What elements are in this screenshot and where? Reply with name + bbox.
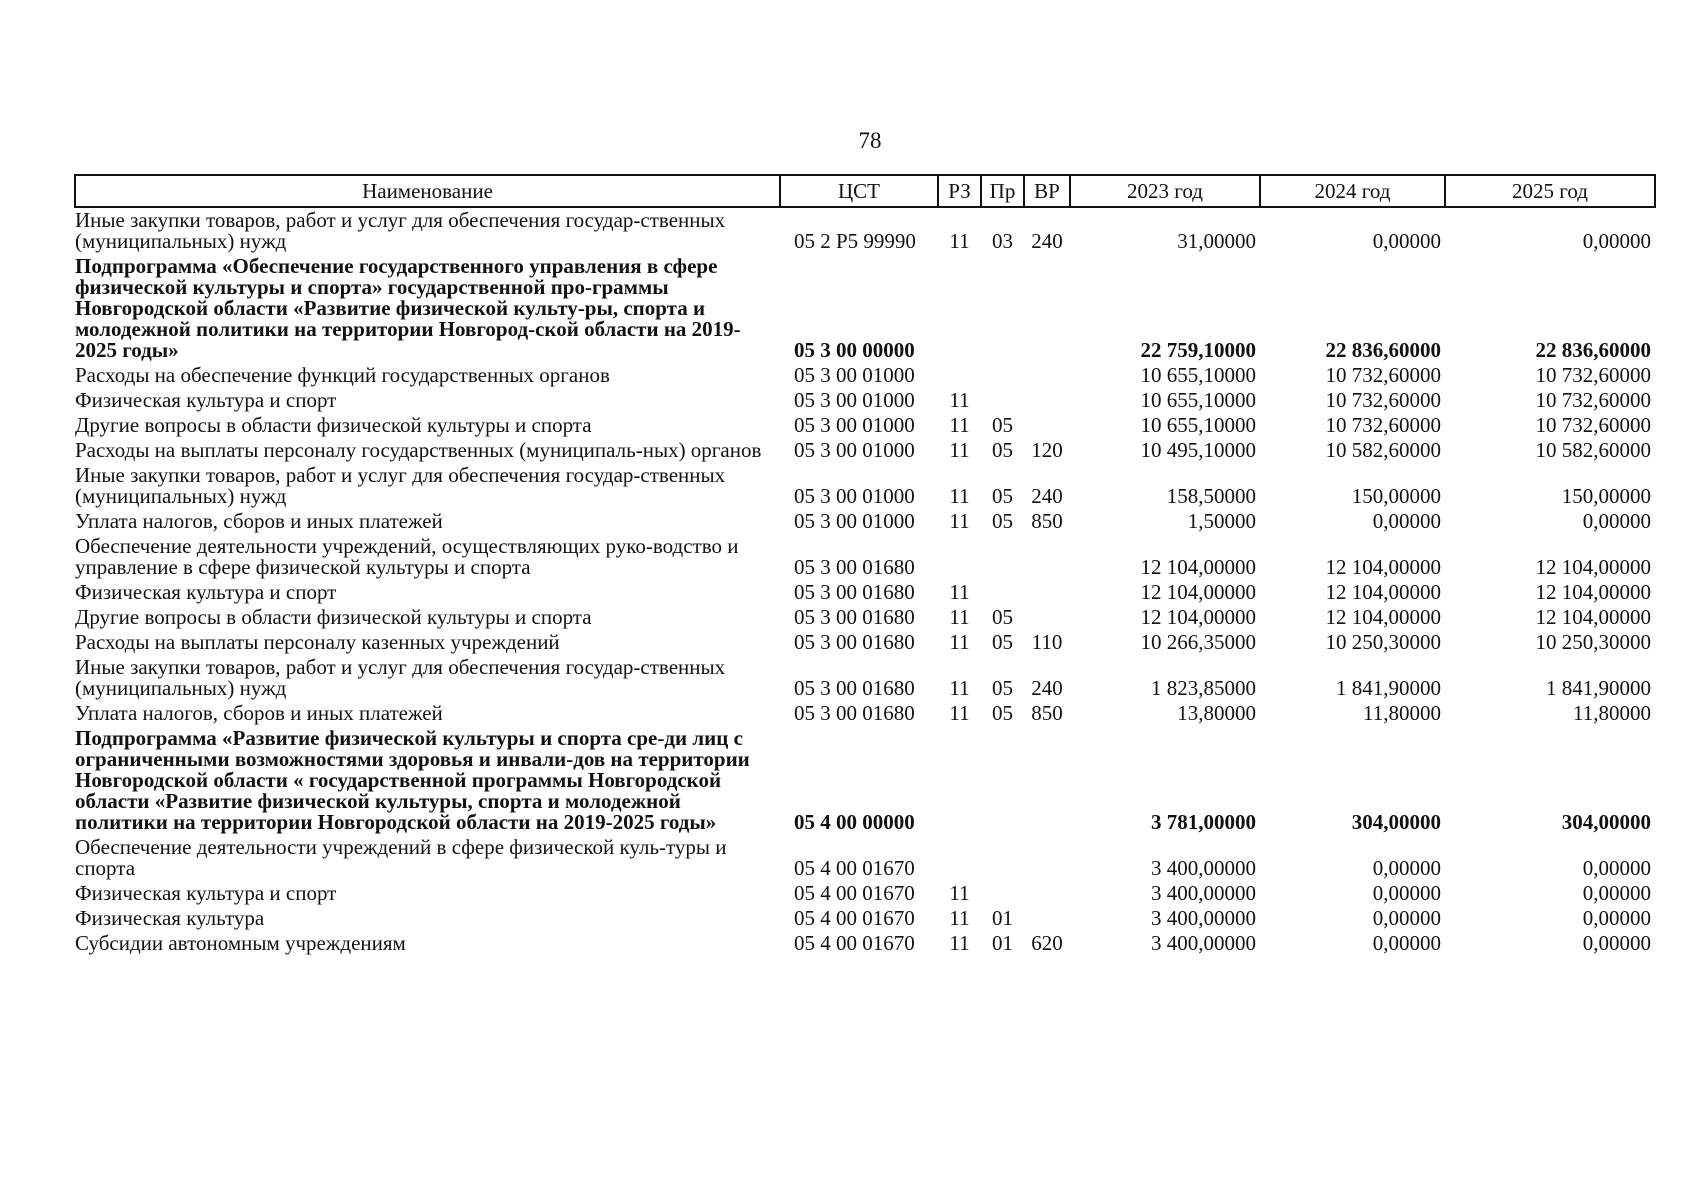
cell-y2024: 10 250,30000	[1325, 630, 1441, 654]
cell-y2025: 0,00000	[1582, 856, 1651, 880]
cell-y2023: 158,50000	[1166, 484, 1256, 508]
cell-y2023: 31,00000	[1177, 229, 1256, 253]
cell-name: Другие вопросы в области физической культуры и спорта	[75, 605, 592, 629]
cell-name: Иные закупки товаров, работ и услуг для обеспечения государ-ственных (муниципальных) нужд	[75, 655, 726, 700]
cell-vr	[1024, 254, 1070, 363]
header-2025: 2025 год	[1445, 175, 1655, 207]
cell-y2025: 304,00000	[1561, 810, 1651, 834]
table-row	[75, 580, 1655, 605]
cell-cst: 05 3 00 01680	[794, 555, 915, 579]
cell-rz: 11	[949, 931, 970, 955]
cell-y2024: 10 732,60000	[1325, 413, 1441, 437]
cell-vr: 240	[1031, 484, 1063, 508]
cell-rz	[938, 363, 981, 388]
cell-y2025: 12 104,00000	[1535, 555, 1651, 579]
cell-rz: 11	[949, 701, 970, 725]
cell-pr: 05	[992, 630, 1013, 654]
cell-name: Физическая культура и спорт	[75, 881, 337, 905]
cell-name: Расходы на выплаты персоналу государственных (муниципаль-ных) органов	[75, 438, 762, 462]
cell-y2023: 10 655,10000	[1140, 413, 1256, 437]
table-row	[75, 388, 1655, 413]
cell-vr: 240	[1031, 229, 1063, 253]
cell-vr	[1024, 835, 1070, 881]
table-row	[75, 655, 1655, 701]
cell-pr	[981, 534, 1024, 580]
cell-vr	[1024, 534, 1070, 580]
cell-name: Физическая культура и спорт	[75, 580, 337, 604]
table-row	[75, 463, 1655, 509]
cell-vr: 120	[1031, 438, 1063, 462]
cell-cst: 05 4 00 01670	[794, 856, 915, 880]
cell-vr	[1024, 388, 1070, 413]
table-row	[75, 207, 1655, 254]
cell-name: Уплата налогов, сборов и иных платежей	[75, 509, 443, 533]
cell-pr	[981, 254, 1024, 363]
cell-y2023: 3 400,00000	[1151, 881, 1256, 905]
cell-y2025: 0,00000	[1582, 881, 1651, 905]
cell-pr	[981, 881, 1024, 906]
cell-cst: 05 4 00 01670	[794, 881, 915, 905]
cell-cst: 05 3 00 00000	[794, 338, 915, 362]
header-pr: Пр	[981, 175, 1024, 207]
cell-rz: 11	[949, 229, 970, 253]
cell-vr	[1024, 726, 1070, 835]
cell-y2025: 1 841,90000	[1546, 676, 1651, 700]
cell-cst: 05 3 00 01000	[794, 363, 915, 387]
cell-y2025: 10 732,60000	[1535, 413, 1651, 437]
cell-vr	[1024, 413, 1070, 438]
page-number: 78	[858, 128, 882, 153]
cell-y2024: 10 732,60000	[1325, 388, 1441, 412]
cell-vr: 850	[1031, 701, 1063, 725]
cell-pr: 05	[992, 701, 1013, 725]
header-2024: 2024 год	[1260, 175, 1445, 207]
cell-cst: 05 3 00 01680	[794, 630, 915, 654]
cell-pr	[981, 726, 1024, 835]
cell-y2024: 11,80000	[1363, 701, 1441, 725]
cell-y2023: 22 759,10000	[1140, 338, 1256, 362]
cell-y2025: 10 732,60000	[1535, 363, 1651, 387]
header-cst: ЦСТ	[780, 175, 938, 207]
cell-y2023: 1,50000	[1187, 509, 1256, 533]
cell-cst: 05 3 00 01680	[794, 701, 915, 725]
cell-rz: 11	[949, 580, 970, 604]
table-row	[75, 438, 1655, 463]
cell-rz: 11	[949, 630, 970, 654]
table-row	[75, 701, 1655, 726]
cell-name: Обеспечение деятельности учреждений в сфере физической куль-туры и спорта	[75, 835, 727, 880]
cell-pr: 05	[992, 413, 1013, 437]
cell-cst: 05 3 00 01680	[794, 605, 915, 629]
cell-rz: 11	[949, 881, 970, 905]
cell-pr	[981, 388, 1024, 413]
header-name: Наименование	[75, 175, 780, 207]
cell-name: Физическая культура	[75, 906, 265, 930]
cell-y2025: 150,00000	[1561, 484, 1651, 508]
cell-pr: 01	[992, 931, 1013, 955]
header-2023: 2023 год	[1070, 175, 1260, 207]
table-row	[75, 630, 1655, 655]
cell-y2023: 12 104,00000	[1140, 605, 1256, 629]
cell-pr: 05	[992, 438, 1013, 462]
cell-pr: 05	[992, 605, 1013, 629]
cell-pr: 05	[992, 484, 1013, 508]
cell-cst: 05 3 00 01000	[794, 509, 915, 533]
header-rz: РЗ	[938, 175, 981, 207]
cell-vr	[1024, 906, 1070, 931]
cell-rz: 11	[949, 438, 970, 462]
cell-vr: 850	[1031, 509, 1063, 533]
cell-y2024: 150,00000	[1351, 484, 1441, 508]
cell-name: Уплата налогов, сборов и иных платежей	[75, 701, 443, 725]
cell-y2024: 0,00000	[1372, 509, 1441, 533]
cell-rz	[938, 835, 981, 881]
table-row	[75, 726, 1655, 835]
cell-rz	[938, 726, 981, 835]
cell-y2024: 12 104,00000	[1325, 555, 1441, 579]
cell-y2023: 10 655,10000	[1140, 363, 1256, 387]
cell-y2024: 10 732,60000	[1325, 363, 1441, 387]
table-row	[75, 509, 1655, 534]
cell-y2023: 1 823,85000	[1151, 676, 1256, 700]
cell-rz: 11	[949, 509, 970, 533]
cell-name: Подпрограмма «Развитие физической культуры и спорта сре-ди лиц с ограниченными возможностями здоровья и инвали-дов на территории Новгородской области « государственной программы Новгородской области «Развитие физической культуры, спорта и молодежной политики на территории Новгородской области на 2019-2025 годы»	[75, 726, 750, 834]
cell-name: Расходы на выплаты персоналу казенных учреждений	[75, 630, 560, 654]
cell-rz	[938, 254, 981, 363]
cell-y2024: 12 104,00000	[1325, 605, 1441, 629]
cell-rz: 11	[949, 676, 970, 700]
cell-y2025: 12 104,00000	[1535, 580, 1651, 604]
cell-y2025: 0,00000	[1582, 229, 1651, 253]
cell-y2025: 10 582,60000	[1535, 438, 1651, 462]
table-header-row	[75, 175, 1655, 207]
cell-cst: 05 3 00 01000	[794, 438, 915, 462]
cell-y2024: 10 582,60000	[1325, 438, 1441, 462]
cell-rz	[938, 534, 981, 580]
cell-vr	[1024, 605, 1070, 630]
cell-cst: 05 4 00 01670	[794, 931, 915, 955]
table-row	[75, 363, 1655, 388]
cell-y2024: 0,00000	[1372, 931, 1441, 955]
cell-y2025: 0,00000	[1582, 906, 1651, 930]
cell-y2024: 0,00000	[1372, 906, 1441, 930]
cell-y2023: 3 400,00000	[1151, 856, 1256, 880]
cell-y2025: 0,00000	[1582, 509, 1651, 533]
cell-pr	[981, 363, 1024, 388]
cell-y2024: 12 104,00000	[1325, 580, 1441, 604]
cell-y2025: 11,80000	[1573, 701, 1651, 725]
cell-y2024: 1 841,90000	[1336, 676, 1441, 700]
cell-cst: 05 4 00 00000	[794, 810, 915, 834]
cell-y2025: 12 104,00000	[1535, 605, 1651, 629]
cell-cst: 05 3 00 01000	[794, 388, 915, 412]
table-row	[75, 254, 1655, 363]
cell-name: Субсидии автономным учреждениям	[75, 931, 406, 955]
cell-y2025: 22 836,60000	[1535, 338, 1651, 362]
table-row	[75, 534, 1655, 580]
table-body	[75, 207, 1655, 956]
cell-name: Другие вопросы в области физической культуры и спорта	[75, 413, 592, 437]
cell-y2023: 3 400,00000	[1151, 906, 1256, 930]
cell-vr	[1024, 363, 1070, 388]
cell-y2025: 0,00000	[1582, 931, 1651, 955]
cell-name: Подпрограмма «Обеспечение государственного управления в сфере физической культуры и спорта» государственной про-граммы Новгородской области «Развитие физической культу-ры, спорта и молодежной политики на территории Новгород-ской области на 2019-2025 годы»	[75, 254, 741, 362]
header-vr: ВР	[1024, 175, 1070, 207]
cell-y2023: 10 655,10000	[1140, 388, 1256, 412]
cell-vr: 110	[1031, 630, 1063, 654]
table-row	[75, 605, 1655, 630]
cell-y2023: 13,80000	[1177, 701, 1256, 725]
cell-cst: 05 3 00 01680	[794, 580, 915, 604]
cell-y2023: 12 104,00000	[1140, 580, 1256, 604]
cell-y2023: 3 400,00000	[1151, 931, 1256, 955]
cell-y2023: 3 781,00000	[1151, 810, 1256, 834]
budget-table	[74, 174, 1656, 956]
cell-cst: 05 3 00 01680	[794, 676, 915, 700]
table-row	[75, 931, 1655, 956]
table-row	[75, 881, 1655, 906]
cell-y2023: 12 104,00000	[1140, 555, 1256, 579]
cell-rz: 11	[949, 413, 970, 437]
cell-vr: 620	[1031, 931, 1063, 955]
cell-y2024: 0,00000	[1372, 881, 1441, 905]
cell-pr	[981, 835, 1024, 881]
table-row	[75, 413, 1655, 438]
cell-y2023: 10 495,10000	[1140, 438, 1256, 462]
cell-pr: 03	[992, 229, 1013, 253]
cell-pr	[981, 580, 1024, 605]
cell-cst: 05 4 00 01670	[794, 906, 915, 930]
table-row	[75, 835, 1655, 881]
cell-y2024: 0,00000	[1372, 229, 1441, 253]
cell-name: Иные закупки товаров, работ и услуг для обеспечения государ-ственных (муниципальных) нужд	[75, 208, 726, 253]
cell-vr	[1024, 580, 1070, 605]
cell-pr: 01	[992, 906, 1013, 930]
cell-y2024: 22 836,60000	[1325, 338, 1441, 362]
table-row	[75, 906, 1655, 931]
cell-pr: 05	[992, 676, 1013, 700]
cell-y2023: 10 266,35000	[1140, 630, 1256, 654]
cell-y2025: 10 250,30000	[1535, 630, 1651, 654]
cell-rz: 11	[949, 388, 970, 412]
cell-cst: 05 3 00 01000	[794, 413, 915, 437]
cell-cst: 05 3 00 01000	[794, 484, 915, 508]
cell-name: Обеспечение деятельности учреждений, осуществляющих руко-водство и управление в сфере физической культуры и спорта	[75, 534, 739, 579]
cell-rz: 11	[949, 605, 970, 629]
cell-y2024: 0,00000	[1372, 856, 1441, 880]
cell-cst: 05 2 P5 99990	[794, 229, 916, 253]
cell-name: Физическая культура и спорт	[75, 388, 337, 412]
cell-vr: 240	[1031, 676, 1063, 700]
cell-pr: 05	[992, 509, 1013, 533]
cell-rz: 11	[949, 484, 970, 508]
cell-name: Расходы на обеспечение функций государственных органов	[75, 363, 610, 387]
cell-name: Иные закупки товаров, работ и услуг для обеспечения государ-ственных (муниципальных) нужд	[75, 463, 726, 508]
cell-vr	[1024, 881, 1070, 906]
cell-y2025: 10 732,60000	[1535, 388, 1651, 412]
cell-rz: 11	[949, 906, 970, 930]
cell-y2024: 304,00000	[1351, 810, 1441, 834]
